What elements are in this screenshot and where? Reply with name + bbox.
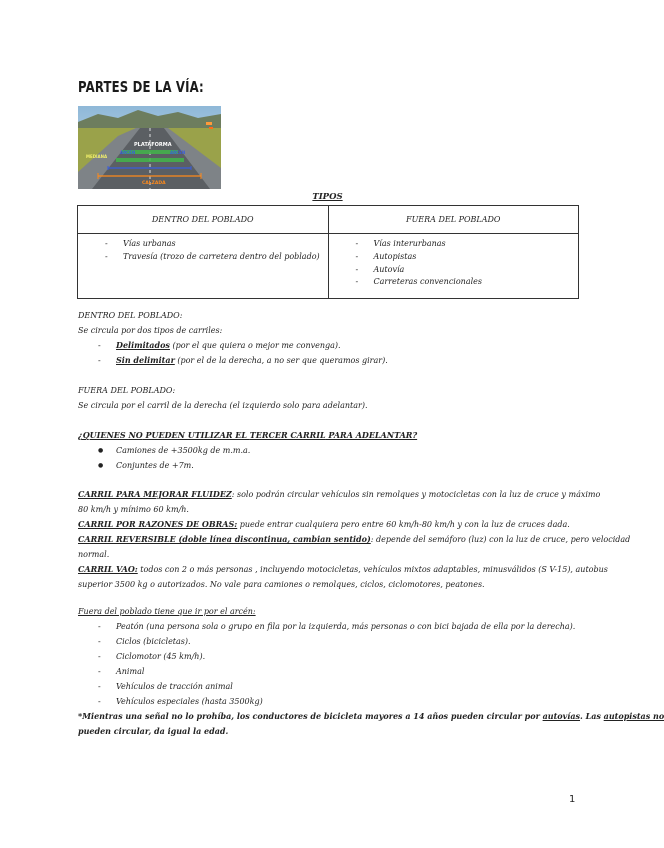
list-item: ● Conjuntes de +7m. [78,458,580,473]
arcen-label-right: ARCÉN [170,150,186,155]
dentro-cell [78,234,329,299]
dentro-intro: Se circula por dos tipos de carriles: [78,326,223,335]
list-item: ● Camiones de +3500kg de m.m.a. [78,443,580,458]
list-item: - Vías interurbanas [329,238,573,251]
arcen-section [78,604,664,739]
list-item: - Carreteras convencionales [329,276,573,289]
tipos-heading: TIPOS [312,192,343,202]
list-item: - Travesía (trozo de carretera dentro del poblado) [78,251,322,264]
vao-line-2: superior 3500 kg o autorizados. No vale para camiones o remolques, ciclos, ciclomotores, peatones. [78,580,485,589]
mediana-label: MEDIANA [86,154,108,159]
arcen-note-2: pueden circular, da igual la edad. [78,726,229,736]
list-item: - Vías urbanas [78,238,322,251]
obras-line: CARRIL POR RAZONES DE OBRAS: puede entrar cualquiera pero entre 60 km/h-80 km/h y con la luz de cruces dada. [78,519,570,529]
plataforma-label: PLATAFORMA [134,142,172,148]
dentro-heading: DENTRO DEL POBLADO: [78,311,183,320]
list-item: - Ciclomotor (45 km/h). [78,649,580,664]
arcen-heading: Fuera del poblado tiene que ir por el arcén: [78,607,256,616]
calzada-label: CALZADA [142,181,166,186]
list-item: - Ciclos (bicicletas). [78,634,580,649]
list-item: - Autovía [329,264,573,277]
col-header-fuera: FUERA DEL POBLADO [328,206,579,234]
page-title: PARTES DE LA VÍA: [78,78,204,96]
fuera-heading: FUERA DEL POBLADO: [78,386,176,395]
tercer-carril-section [78,428,580,473]
tercer-carril-question: ¿QUIENES NO PUEDEN UTILIZAR EL TERCER CARRIL PARA ADELANTAR? [78,430,418,440]
reversible-line: CARRIL REVERSIBLE (doble línea discontinua, cambian sentido): depende del semáforo (luz) con la luz de cruce, pero velocidad [78,534,631,544]
fuera-cell [328,234,579,299]
list-item: - Vehículos de tracción animal [78,679,580,694]
col-header-dentro: DENTRO DEL POBLADO [78,206,329,234]
fuera-section [78,383,580,413]
arcen-label-left: ARCÉN [120,150,136,155]
list-item: - Sin delimitar (por el de la derecha, a no ser que queramos girar). [78,353,580,368]
fluidez-line-2: 80 km/h y mínimo 60 km/h. [78,505,189,514]
tipos-table [77,205,579,299]
dentro-section [78,308,580,368]
list-item: - Animal [78,664,580,679]
list-item: - Peatón (una persona sola o grupo en fila por la izquierda, más personas o con bici bajada de ella por la derecha). [78,619,580,634]
arcen-note: *Mientras una señal no lo prohíba, los conductores de bicicleta mayores a 14 años pueden circular por autovías. Las autopistas no [78,711,664,721]
carriles-section [78,487,631,592]
reversible-line-2: normal. [78,550,110,559]
vao-line: CARRIL VAO: todos con 2 o más personas , incluyendo motocicletas, vehículos mixtos adaptables, minusválidos (S V-15), autobus [78,564,608,574]
fuera-text: Se circula por el carril de la derecha (el izquierdo solo para adelantar). [78,401,368,410]
list-item: - Vehículos especiales (hasta 3500kg) [78,694,580,709]
list-item: - Delimitados (por el que quiera o mejor me convenga). [78,338,580,353]
list-item: - Autopistas [329,251,573,264]
road-parts-image [78,106,221,189]
page-number: 1 [569,794,576,805]
fluidez-line: CARRIL PARA MEJORAR FLUIDEZ: solo podrán circular vehículos sin remolques y motocicletas con la luz de cruce y máximo [78,489,601,499]
